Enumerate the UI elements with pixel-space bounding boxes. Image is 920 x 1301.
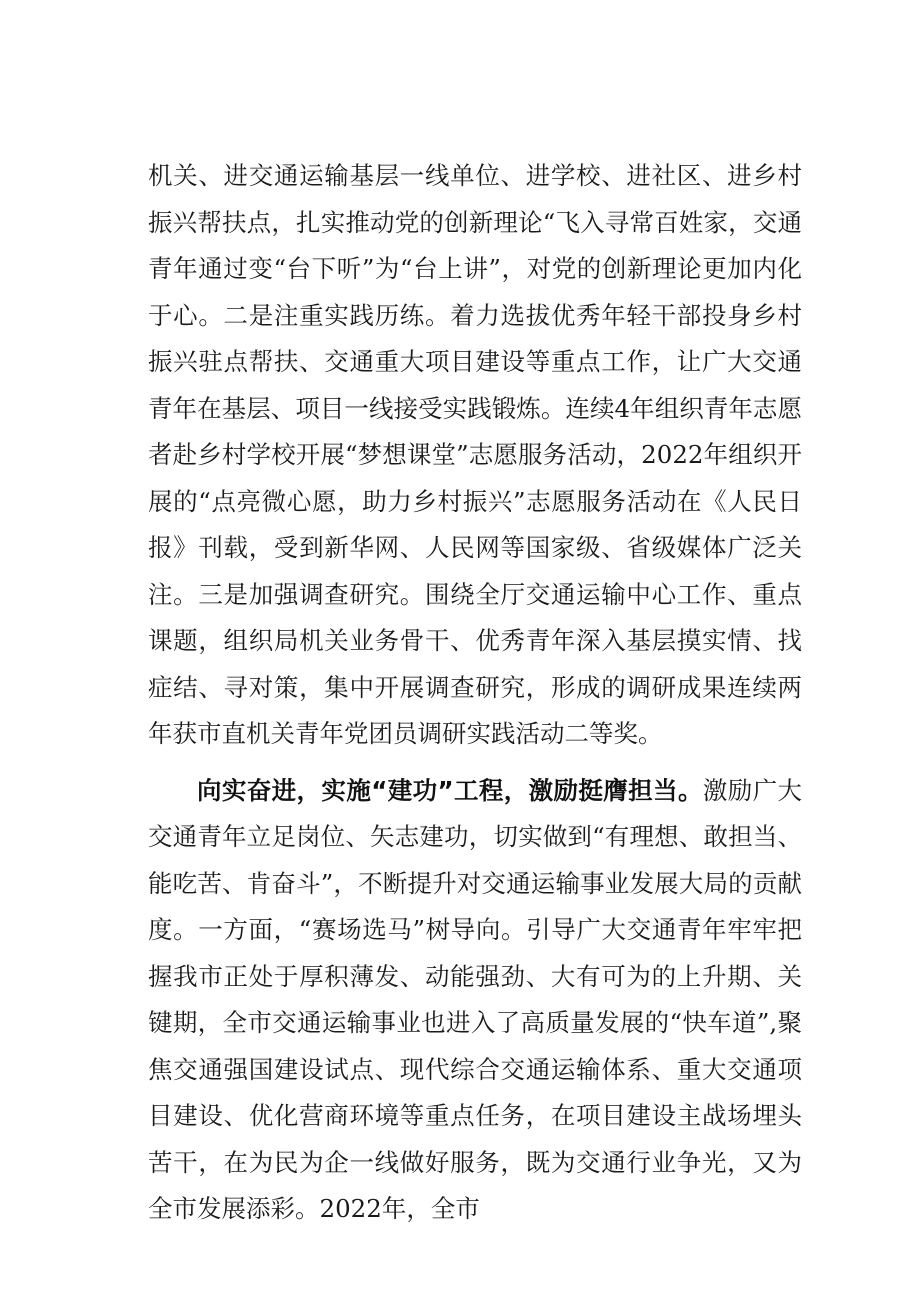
paragraph-text: 机关、进交通运输基层一线单位、进学校、进社区、进乡村振兴帮扶点，扎实推动党的创新理论“飞入寻常百姓家，交通青年通过变“台下听”为“台上讲”，对党的创新理论更加内化于心。二是注重实践历练。着力选拔优秀年轻干部投身乡村振兴驻点帮扶、交通重大项目建设等重点工作，让广大交通青年在基层、项目一线接受实践锻炼。连续4年组织青年志愿者赴乡村学校开展“梦想课堂”志愿服务活动，2022年组织开展的“点亮微心愿，助力乡村振兴”志愿服务活动在《人民日报》刊载，受到新华网、人民网等国家级、省级媒体广泛关注。三是加强调查研究。围绕全厅交通运输中心工作、重点课题，组织局机关业务骨干、优秀青年深入基层摸实情、找症结、寻对策，集中开展调查研究，形成的调研成果连续两年获市直机关青年党团员调研实践活动二等奖。: [148, 161, 802, 748]
section-heading: 向实奋进，实施“建功”工程，激励挺膺担当。: [197, 775, 703, 805]
paragraph-text: 激励广大交通青年立足岗位、矢志建功，切实做到“有理想、敢担当、能吃苦、肯奋斗”，不断提升对交通运输事业发展大局的贡献度。一方面，“赛场选马”树导向。引导广大交通青年牢牢把握我市正处于厚积薄发、动能强劲、大有可为的上升期、关键期，全市交通运输事业也进入了高质量发展的“快车道”,聚焦交通强国建设试点、现代综合交通运输体系、重大交通项目建设、优化营商环境等重点任务，在项目建设主战场埋头苦干，在为民为企一线做好服务，既为交通行业争光，又为全市发展添彩。2022年，全市: [148, 775, 803, 1223]
paragraph-continued: [148, 153, 802, 758]
document-body: [148, 153, 802, 1233]
paragraph-section: [148, 768, 802, 1233]
